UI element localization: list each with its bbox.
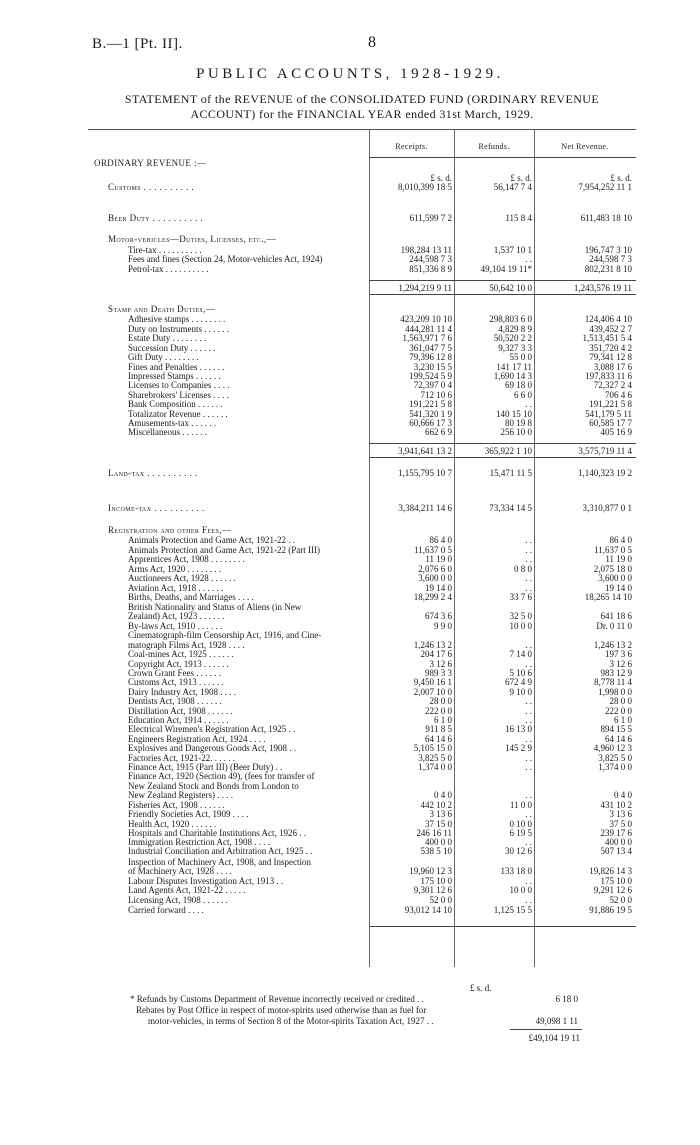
refunds-cell: 298,803 6 0 [489, 314, 532, 324]
net-revenue-cell: 86 4 0 [609, 535, 632, 545]
row-label: New Zealand Stock and Bonds from London to [128, 781, 299, 791]
subtotal-rule [369, 294, 636, 295]
refunds-cell: 672 4 9 [505, 677, 532, 687]
net-revenue-cell: 0 4 0 [614, 790, 632, 800]
row-label: Distillation Act, 1908 . . . . . . [128, 706, 233, 716]
net-revenue-cell: 2,075 18 0 [593, 564, 632, 574]
net-revenue-cell: 3 12 6 [609, 659, 632, 669]
net-revenue-cell: 197,833 11 6 [585, 371, 632, 381]
refunds-cell: 32 5 0 [509, 611, 532, 621]
refunds-cell: . . [525, 535, 532, 545]
receipts-cell: 9 9 0 [434, 621, 452, 631]
row-label: British Nationality and Status of Aliens (in New [128, 602, 302, 612]
net-revenue-cell: 196,747 3 10 [584, 245, 632, 255]
net-revenue-cell: 9,291 12 6 [593, 885, 632, 895]
receipts-cell: £ s. d. [430, 173, 452, 183]
receipts-cell: 5,105 15 0 [413, 743, 452, 753]
row-label: Hospitals and Charitable Institutions Act, 1926 . . [128, 828, 306, 838]
refunds-cell: 1,125 15 5 [493, 905, 532, 915]
receipts-cell: 3,230 15 5 [413, 362, 452, 372]
refunds-cell: 133 18 0 [500, 866, 532, 876]
row-label: Fines and Penalties . . . . . . [128, 362, 225, 372]
row-label: matograph Films Act, 1928 . . . . [128, 640, 245, 650]
receipts-cell: 19 14 0 [425, 583, 452, 593]
net-revenue-cell: 3,600 0 0 [598, 573, 632, 583]
net-revenue-cell: 60,585 17 7 [589, 418, 632, 428]
row-label: Coal-mines Act, 1925 . . . . . . [128, 649, 234, 659]
net-revenue-cell: 11 19 0 [605, 554, 632, 564]
net-revenue-cell: 351,720 4 2 [589, 343, 632, 353]
refunds-cell: 33 7 6 [509, 592, 532, 602]
receipts-cell: 19,960 12 3 [409, 866, 452, 876]
row-label: Totalizator Revenue . . . . . . [128, 409, 228, 419]
refunds-cell: 256 10 0 [500, 427, 532, 437]
table-row [88, 283, 636, 294]
net-revenue-cell: 52 0 0 [609, 895, 632, 905]
receipts-cell: 11,637 0 5 [414, 545, 452, 555]
receipts-cell: 60,666 17 3 [409, 418, 452, 428]
net-revenue-cell: 19,826 14 3 [589, 866, 632, 876]
receipts-cell: 244,598 7 3 [409, 254, 452, 264]
net-revenue-cell: 507 13 4 [600, 846, 632, 856]
row-label: Labour Disputes Investigation Act, 1913 . . [128, 876, 284, 886]
refunds-cell: 11 0 0 [509, 800, 532, 810]
table-row [88, 503, 636, 514]
row-label: Impressed Stamps . . . . . . [128, 371, 221, 381]
table-row [88, 846, 636, 857]
refunds-cell: . . [525, 545, 532, 555]
page-reference: B.—1 [Pt. II]. [92, 36, 183, 52]
receipts-cell: 3,600 0 0 [418, 573, 452, 583]
net-revenue-cell: 983 12 9 [600, 668, 632, 678]
row-label: of Machinery Act, 1928 . . . . [128, 866, 232, 876]
net-revenue-cell: 191,221 5 8 [589, 399, 632, 409]
receipts-cell: 400 0 0 [425, 837, 452, 847]
receipts-cell: 423,209 10 10 [400, 314, 452, 324]
receipts-cell: 222 0 0 [425, 706, 452, 716]
net-revenue-cell: 400 0 0 [605, 837, 632, 847]
receipts-cell: 3,825 5 0 [418, 753, 452, 763]
net-revenue-cell: 7,954,252 11 1 [578, 182, 632, 192]
net-revenue-cell: 37 5 0 [609, 819, 632, 829]
row-label: Carried forward . . . . [128, 905, 204, 915]
refunds-cell: . . [525, 554, 532, 564]
receipts-cell: 1,155,795 10 7 [398, 468, 452, 478]
refunds-cell: . . [525, 254, 532, 264]
row-label: Licenses to Companies . . . . [128, 380, 230, 390]
net-revenue-cell: 197 3 6 [605, 649, 632, 659]
footnote-line: Rebates by Post Office in respect of motor-spirits used otherwise than as fuel for [136, 1005, 427, 1015]
net-revenue-cell: £ s. d. [610, 173, 632, 183]
revenue-table [88, 129, 636, 967]
receipts-cell: 52 0 0 [429, 895, 452, 905]
refunds-cell: 16 13 0 [505, 724, 532, 734]
net-revenue-cell: 3 13 6 [609, 809, 632, 819]
receipts-cell: 444,281 11 4 [405, 324, 452, 334]
net-revenue-cell: 222 0 0 [605, 706, 632, 716]
refunds-cell: 5 10 6 [509, 668, 532, 678]
net-revenue-cell: 1,140,323 19 2 [578, 468, 632, 478]
receipts-cell: 0 4 0 [434, 790, 452, 800]
statement-title-line2: ACCOUNT) for the FINANCIAL YEAR ended 31st March, 1929. [190, 107, 534, 121]
receipts-cell: 6 1 0 [434, 715, 452, 725]
refunds-cell: 365,922 1 10 [484, 446, 532, 456]
receipts-cell: 1,374 0 0 [418, 762, 452, 772]
receipts-cell: 3 13 6 [429, 809, 452, 819]
refunds-cell: 9,327 3 3 [498, 343, 532, 353]
refunds-cell: . . [525, 753, 532, 763]
receipts-cell: 2,076 6 0 [418, 564, 452, 574]
refunds-cell: 6 6 0 [514, 390, 532, 400]
refunds-cell: 4,829 8 9 [498, 324, 532, 334]
refunds-cell: 55 0 0 [509, 352, 532, 362]
table-row [88, 234, 636, 245]
receipts-cell: 442 10 2 [420, 800, 452, 810]
net-revenue-cell: 28 0 0 [609, 696, 632, 706]
table-row [88, 446, 636, 457]
net-revenue-cell: 3,825 5 0 [598, 753, 632, 763]
net-revenue-cell: 1,246 13 2 [593, 640, 632, 650]
row-label: Inspection of Machinery Act, 1908, and Inspection [128, 857, 311, 867]
footnote-total: £49,104 19 11 [528, 1033, 580, 1043]
subtotal-rule [369, 457, 636, 458]
row-label: Aviation Act, 1918 . . . . . . [128, 583, 224, 593]
refunds-cell: 1,690 14 3 [493, 371, 532, 381]
receipts-cell: 1,563,971 7 6 [402, 333, 452, 343]
statement-title-line1: STATEMENT of the REVENUE of the CONSOLIDATED FUND (ORDINARY REVENUE [124, 92, 600, 106]
row-label: ORDINARY REVENUE :— [94, 158, 207, 168]
refunds-cell: . . [525, 790, 532, 800]
receipts-cell: 175 10 0 [420, 876, 452, 886]
row-label: Beer Duty . . . . . . . . . . [108, 213, 204, 223]
footnote-line: motor-vehicles, in terms of Section 8 of the Motor-spirits Taxation Act, 1927 . . [148, 1016, 434, 1026]
footnote-line: * Refunds by Customs Department of Revenue incorrectly received or credited . . [130, 994, 424, 1004]
refunds-cell: 9 10 0 [509, 687, 532, 697]
refunds-cell: 141 17 11 [496, 362, 532, 372]
receipts-cell: 246 16 11 [416, 828, 452, 838]
refunds-cell: 140 15 10 [496, 409, 532, 419]
net-revenue-cell: 641 18 6 [600, 611, 632, 621]
receipts-cell: 662 6 9 [425, 427, 452, 437]
row-label: Land-tax . . . . . . . . . . [108, 468, 198, 478]
row-label: Estate Duty . . . . . . . . [128, 333, 207, 343]
refunds-cell: . . [525, 715, 532, 725]
row-label: Zealand) Act, 1923 . . . . . . [128, 611, 225, 621]
row-label: Registration and other Fees,— [108, 525, 232, 535]
row-label: Animals Protection and Game Act, 1921-22 . . [128, 535, 295, 545]
footnote-value: 49,098 1 11 [535, 1016, 578, 1026]
row-label: Sharebrokers' Licenses . . . . [128, 390, 229, 400]
refunds-cell: 80 19 8 [505, 418, 532, 428]
row-label: Arms Act, 1920 . . . . . . . . [128, 564, 222, 574]
row-label: Immigration Restriction Act, 1908 . . . . [128, 837, 270, 847]
row-label: Industrial Conciliation and Arbitration Act, 1925 . . [128, 846, 313, 856]
table-row [88, 427, 636, 438]
footnote-value: 6 18 0 [555, 994, 578, 1004]
refunds-cell: 10 0 0 [509, 885, 532, 895]
receipts-cell: 851,336 8 9 [409, 264, 452, 274]
receipts-cell: 79,396 12 8 [409, 352, 452, 362]
receipts-cell: 72,397 0 4 [413, 380, 452, 390]
receipts-cell: 1,294,219 9 11 [398, 283, 452, 293]
net-revenue-cell: 3,088 17 6 [593, 362, 632, 372]
net-revenue-cell: 11,637 0 5 [594, 545, 632, 555]
receipts-cell: 712 10 6 [420, 390, 452, 400]
row-label: Succession Duty . . . . . . [128, 343, 216, 353]
refunds-cell: . . [525, 573, 532, 583]
refunds-cell: 10 0 0 [509, 621, 532, 631]
row-label: Fees and fines (Section 24, Motor-vehicles Act, 1924) [128, 254, 323, 264]
net-revenue-cell: 431 10 2 [600, 800, 632, 810]
refunds-cell: 145 2 9 [505, 743, 532, 753]
refunds-cell: . . [525, 706, 532, 716]
row-label: Copyright Act, 1913 . . . . . . [128, 659, 229, 669]
net-revenue-cell: 1,513,451 5 4 [582, 333, 632, 343]
receipts-cell: 86 4 0 [429, 535, 452, 545]
row-label: Licensing Act, 1908 . . . . . . [128, 895, 228, 905]
net-revenue-cell: 1,243,576 19 11 [573, 283, 632, 293]
refunds-cell: 56,147 7 4 [493, 182, 532, 192]
net-revenue-cell: 4,960 12 3 [593, 743, 632, 753]
receipts-cell: 3,941,641 13 2 [398, 446, 452, 456]
footnote-rule [510, 1029, 582, 1030]
row-label: Friendly Societies Act, 1909 . . . . [128, 809, 249, 819]
refunds-cell: . . [525, 640, 532, 650]
column-header-net-revenue: Net Revenue. [561, 142, 609, 151]
receipts-cell: 204 17 6 [420, 649, 452, 659]
table-row [88, 182, 636, 193]
refunds-cell: 15,471 11 5 [489, 468, 532, 478]
net-revenue-cell: 1,998 0 0 [598, 687, 632, 697]
row-label: Electrical Wiremen's Registration Act, 1925 . . [128, 724, 296, 734]
net-revenue-cell: 802,231 8 10 [584, 264, 632, 274]
refunds-cell: 69 18 0 [505, 380, 532, 390]
refunds-cell: . . [525, 876, 532, 886]
column-header-refunds: Refunds. [478, 142, 510, 151]
net-revenue-cell: 72,327 2 4 [593, 380, 632, 390]
refunds-cell: 50,642 10 0 [489, 283, 532, 293]
row-label: Health Act, 1920 . . . . . . [128, 819, 217, 829]
net-revenue-cell: 541,179 5 11 [585, 409, 632, 419]
page-title: PUBLIC ACCOUNTS, 1928-1929. [196, 66, 504, 82]
net-revenue-cell: 894 15 5 [600, 724, 632, 734]
net-revenue-cell: 91,886 19 5 [589, 905, 632, 915]
row-label: Cinematograph-film Censorship Act, 1916, and Cine- [128, 630, 322, 640]
receipts-cell: 911 8 5 [425, 724, 452, 734]
net-revenue-cell: 124,406 4 10 [584, 314, 632, 324]
net-revenue-cell: 244,598 7 3 [589, 254, 632, 264]
net-revenue-cell: 79,341 12 8 [589, 352, 632, 362]
receipts-cell: 11 19 0 [425, 554, 452, 564]
row-label: Fisheries Act, 1908 . . . . . . [128, 800, 225, 810]
row-label: Motor-vehicles—Duties, Licenses, etc.,— [108, 234, 276, 244]
refunds-cell: . . [525, 809, 532, 819]
footnote-currency: £ s. d. [470, 983, 492, 993]
receipts-cell: 674 3 6 [425, 611, 452, 621]
net-revenue-cell: 18,265 14 10 [584, 592, 632, 602]
refunds-cell: 0 10 0 [509, 819, 532, 829]
row-label: Gift Duty . . . . . . . . [128, 352, 199, 362]
net-revenue-cell: Dr. 0 11 0 [596, 621, 632, 631]
row-label: Education Act, 1914 . . . . . . [128, 715, 229, 725]
refunds-cell: . . [525, 399, 532, 409]
refunds-cell: 50,520 2 2 [493, 333, 532, 343]
carried-forward-rule [369, 926, 636, 927]
net-revenue-cell: 706 4 6 [605, 390, 632, 400]
refunds-cell: £ s. d. [510, 173, 532, 183]
row-label: Auctioneers Act, 1928 . . . . . . [128, 573, 236, 583]
receipts-cell: 2,007 10 0 [413, 687, 452, 697]
subtotal-rule [369, 280, 636, 281]
refunds-cell: 1,537 10 1 [493, 245, 532, 255]
row-label: Engineers Registration Act, 1924 . . . . [128, 734, 266, 744]
row-label: Factories Act, 1921-22. . . . . . [128, 753, 235, 763]
table-row [88, 213, 636, 224]
receipts-cell: 541,320 1 9 [409, 409, 452, 419]
net-revenue-cell: 3,310,877 0 1 [582, 503, 632, 513]
row-label: Customs . . . . . . . . . . [108, 182, 195, 192]
receipts-cell: 611,599 7 2 [409, 213, 452, 223]
receipts-cell: 198,284 13 11 [400, 245, 452, 255]
receipts-cell: 1,246 13 2 [413, 640, 452, 650]
net-revenue-cell: 64 14 6 [605, 734, 632, 744]
table-row [88, 905, 636, 916]
refunds-cell: . . [525, 837, 532, 847]
refunds-cell: . . [525, 734, 532, 744]
row-label: Bank Composition . . . . . . [128, 399, 223, 409]
row-label: Dairy Industry Act, 1908 . . . . [128, 687, 236, 697]
refunds-cell: 6 19 5 [509, 828, 532, 838]
receipts-cell: 9,301 12 6 [413, 885, 452, 895]
net-revenue-cell: 1,374 0 0 [598, 762, 632, 772]
table-row [88, 264, 636, 275]
row-label: Dentists Act, 1908 . . . . . . [128, 696, 222, 706]
net-revenue-cell: 405 16 9 [600, 427, 632, 437]
net-revenue-cell: 239 17 6 [600, 828, 632, 838]
refunds-cell: . . [525, 659, 532, 669]
receipts-cell: 9,450 16 1 [413, 677, 452, 687]
refunds-cell: 73,334 14 5 [489, 503, 532, 513]
table-row [88, 468, 636, 479]
receipts-cell: 191,221 5 8 [409, 399, 452, 409]
receipts-cell: 989 3 3 [425, 668, 452, 678]
column-header-receipts: Receipts. [395, 142, 428, 151]
net-revenue-cell: 175 10 0 [600, 876, 632, 886]
row-label: Duty on Instruments . . . . . . [128, 324, 229, 334]
row-label: Finance Act, 1915 (Part III) (Beer Duty) . . [128, 762, 283, 772]
receipts-cell: 538 5 10 [420, 846, 452, 856]
row-label: Amusements-tax . . . . . . [128, 418, 216, 428]
refunds-cell: 49,104 19 11* [480, 264, 532, 274]
refunds-cell: . . [525, 762, 532, 772]
receipts-cell: 37 15 0 [425, 819, 452, 829]
refunds-cell: 115 8 4 [505, 213, 532, 223]
row-label: Income-tax . . . . . . . . . . [108, 503, 205, 513]
row-label: Births, Deaths, and Marriages . . . . [128, 592, 254, 602]
refunds-cell: . . [525, 696, 532, 706]
net-revenue-cell: 19 14 0 [605, 583, 632, 593]
row-label: Stamp and Death Duties,— [108, 304, 216, 314]
refunds-cell: 7 14 0 [509, 649, 532, 659]
net-revenue-cell: 3,575,719 11 4 [578, 446, 632, 456]
page-number: 8 [368, 34, 376, 51]
statement-title [88, 92, 636, 122]
receipts-cell: 199,524 5 9 [409, 371, 452, 381]
row-label: Adhesive stamps . . . . . . . . [128, 314, 226, 324]
table-row [88, 158, 636, 169]
receipts-cell: 361,047 7 5 [409, 343, 452, 353]
net-revenue-cell: 439,452 2 7 [589, 324, 632, 334]
row-label: Miscellaneous . . . . . . [128, 427, 207, 437]
receipts-cell: 8,010,399 18 5 [398, 182, 452, 192]
net-revenue-cell: 611,483 18 10 [580, 213, 632, 223]
row-label: Animals Protection and Game Act, 1921-22 (Part III) [128, 545, 320, 555]
receipts-cell: 28 0 0 [429, 696, 452, 706]
receipts-cell: 64 14 6 [425, 734, 452, 744]
refunds-cell: 30 12 6 [505, 846, 532, 856]
row-label: Customs Act, 1913 . . . . . . [128, 677, 224, 687]
row-label: Land Agents Act, 1921-22 . . . . . [128, 885, 246, 895]
row-label: By-laws Act, 1910 . . . . . . [128, 621, 223, 631]
subtotal-rule [369, 443, 636, 444]
row-label: Apprentices Act, 1908 . . . . . . . . [128, 554, 245, 564]
refunds-cell: . . [525, 895, 532, 905]
refunds-cell: . . [525, 583, 532, 593]
row-label: Explosives and Dangerous Goods Act, 1908 . . [128, 743, 296, 753]
row-label: Finance Act, 1920 (Section 49), (fees for transfer of [128, 771, 315, 781]
row-label: Crown Grant Fees . . . . . . [128, 668, 221, 678]
row-label: Tire-tax . . . . . . . . . . [128, 245, 202, 255]
row-label: New Zealand Registers) . . . . [128, 790, 233, 800]
receipts-cell: 3 12 6 [429, 659, 452, 669]
receipts-cell: 3,384,211 14 6 [398, 503, 452, 513]
receipts-cell: 18,299 2 4 [413, 592, 452, 602]
receipts-cell: 93,012 14 10 [404, 905, 452, 915]
refunds-cell: 0 8 0 [514, 564, 532, 574]
net-revenue-cell: 6 1 0 [614, 715, 632, 725]
net-revenue-cell: 8,778 11 4 [594, 677, 632, 687]
row-label: Petrol-tax . . . . . . . . . . [128, 264, 209, 274]
